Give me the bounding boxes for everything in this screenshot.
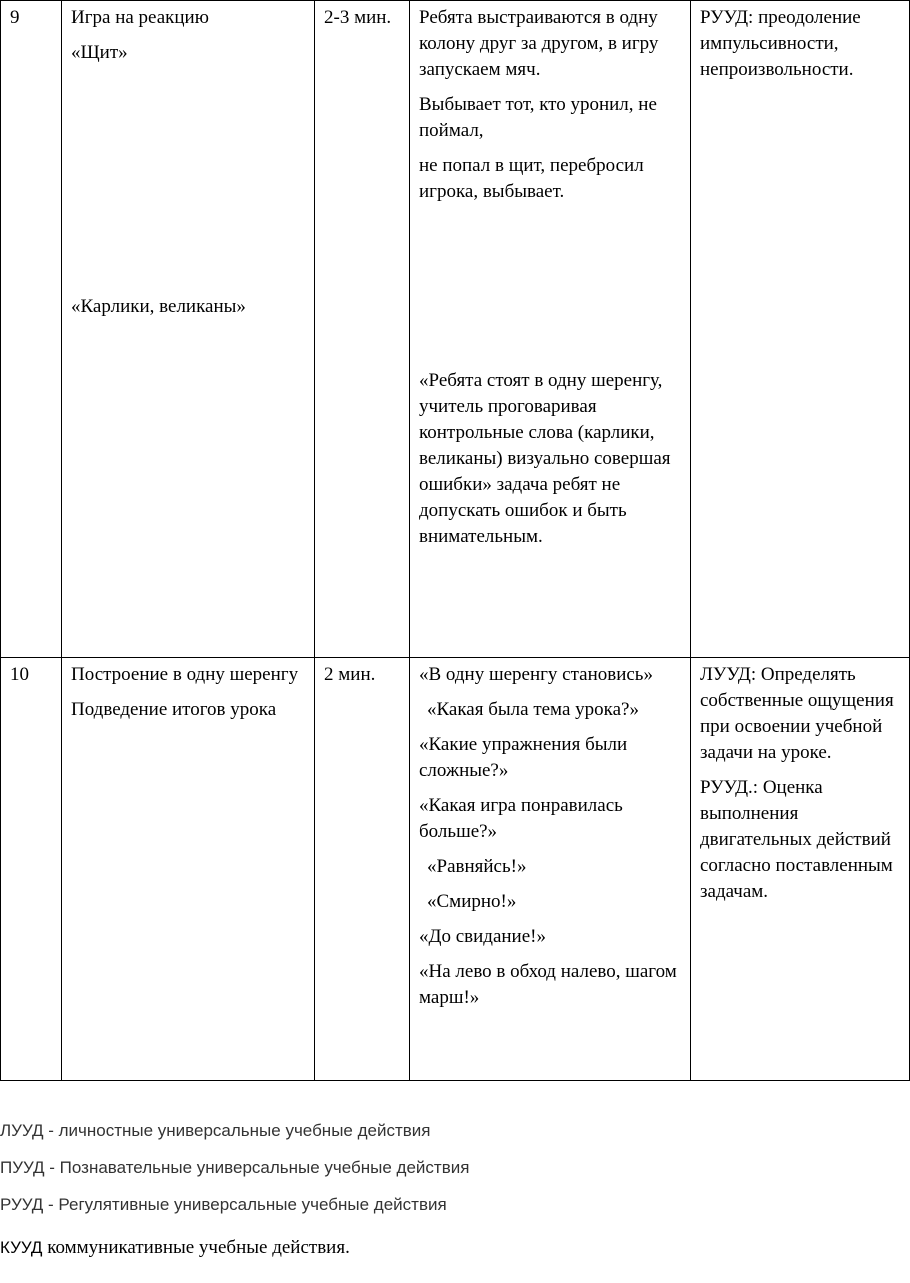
uud-paragraph: РУУД.: Оценка выполнения двигательных действий согласно поставленным задачам. <box>700 777 893 902</box>
content-paragraph: «Ребята стоят в одну шеренгу, учитель проговаривая контрольные слова (карлики, великаны) визуально совершая ошибки» задача ребят не допускать ошибок и быть внимательным. <box>419 370 671 547</box>
activity-name-cell <box>62 658 315 1081</box>
legend-luud: ЛУУД - личностные универсальные учебные действия <box>0 1121 431 1140</box>
uud-paragraph: РУУД: преодоление импульсивности, непроизвольности. <box>700 7 861 80</box>
table-row <box>1 1 910 658</box>
legend-ruud: РУУД - Регулятивные универсальные учебные действия <box>0 1195 447 1214</box>
uud-cell <box>691 658 910 1081</box>
step-number-cell <box>1 658 62 1081</box>
content-cell <box>410 658 691 1081</box>
content-paragraph: не попал в щит, перебросил игрока, выбывает. <box>419 155 644 202</box>
content-paragraph: «Какие упражнения были сложные?» <box>419 734 628 781</box>
duration: 2 мин. <box>324 664 376 685</box>
activity-name: Построение в одну шеренгу <box>71 664 299 685</box>
content-cell <box>410 1 691 658</box>
content-paragraph: Выбывает тот, кто уронил, не поймал, <box>419 94 657 141</box>
activity-name-cell <box>62 1 315 658</box>
activity-name: «Карлики, великаны» <box>71 296 246 317</box>
content-paragraph: «Какая игра понравилась больше?» <box>419 795 623 842</box>
legend-kuud <box>0 1235 816 1260</box>
duration: 2-3 мин. <box>324 7 392 28</box>
content-paragraph: «Равняйсь!» <box>427 856 527 877</box>
legend-puud: ПУУД - Познавательные универсальные учебные действия <box>0 1158 470 1177</box>
content-paragraph: «На лево в обход налево, шагом марш!» <box>419 961 677 1008</box>
step-number: 9 <box>10 7 20 28</box>
content-paragraph: Ребята выстраиваются в одну колону друг за другом, в игру запускаем мяч. <box>419 7 659 80</box>
abbreviation-legend <box>0 1118 816 1272</box>
content-paragraph: «Какая была тема урока?» <box>427 699 639 720</box>
step-number: 10 <box>10 664 29 685</box>
content-paragraph: «До свидание!» <box>419 926 546 947</box>
activity-name: Игра на реакцию <box>71 7 209 28</box>
activity-name: Подведение итогов урока <box>71 699 277 720</box>
uud-paragraph: ЛУУД: Определять собственные ощущения при освоении учебной задачи на уроке. <box>700 664 894 763</box>
duration-cell <box>315 658 410 1081</box>
activity-name: «Щит» <box>71 42 128 63</box>
content-paragraph: «Смирно!» <box>427 891 517 912</box>
step-number-cell <box>1 1 62 658</box>
table-row <box>1 658 910 1081</box>
uud-cell <box>691 1 910 658</box>
content-paragraph: «В одну шеренгу становись» <box>419 664 653 685</box>
duration-cell <box>315 1 410 658</box>
legend-kuud-abbr: КУУД <box>0 1238 43 1257</box>
legend-kuud-text: коммуникативные учебные действия. <box>42 1237 350 1258</box>
